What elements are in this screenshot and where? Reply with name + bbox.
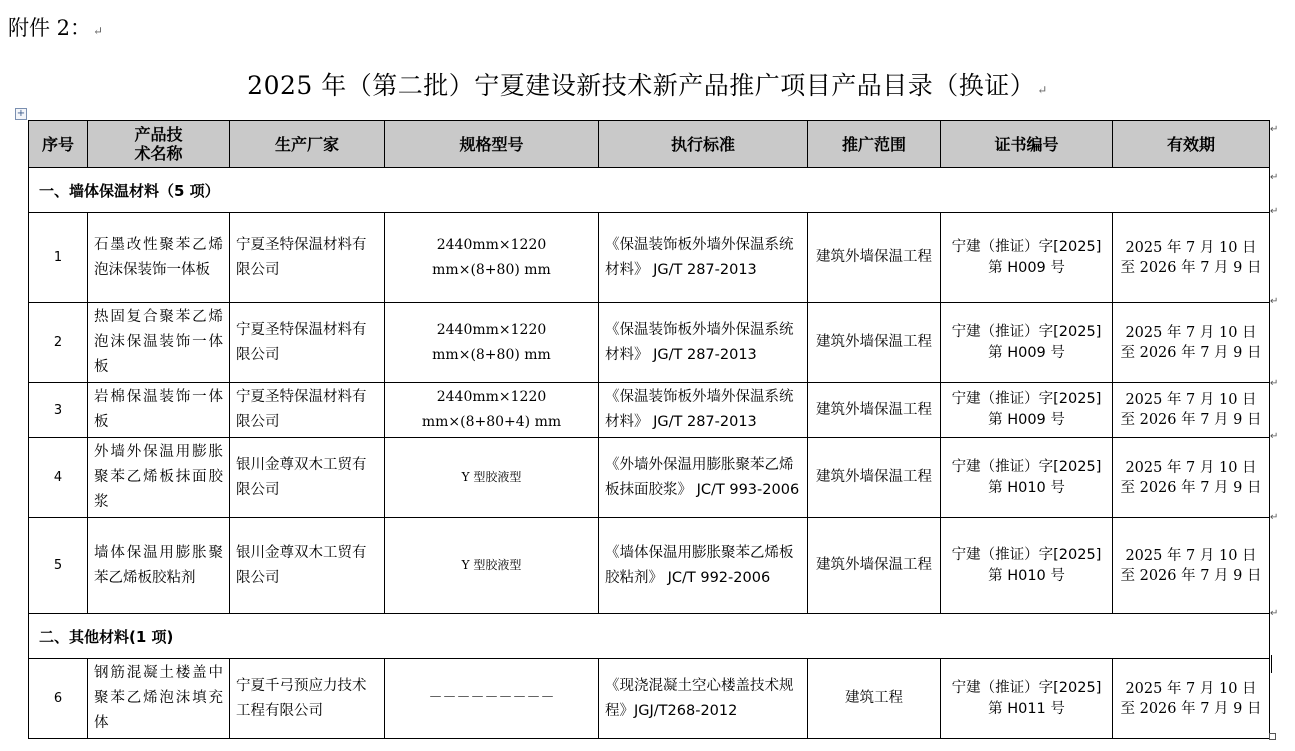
cell-standard: 《保温装饰板外墙外保温系统材料》 JG/T 287-2013 [599,303,808,383]
end-of-row-mark-icon: ↵ [1270,608,1279,619]
cell-seq: 4 [29,438,88,518]
header-spec: 规格型号 [385,121,599,168]
cell-spec: 2440mm×1220 mm×(8+80) mm [385,213,599,303]
end-of-row-mark-icon: ↵ [1270,378,1279,389]
header-seq: 序号 [29,121,88,168]
paragraph-mark-icon: ↵ [93,24,104,38]
cell-seq: 1 [29,213,88,303]
validity-line2: 至 2026 年 7 月 9 日 [1120,344,1262,361]
cell-spec: Y 型胶液型 [385,438,599,518]
cell-product-name: 墙体保温用膨胀聚苯乙烯板胶粘剂 [88,518,230,614]
cell-maker: 宁夏圣特保温材料有限公司 [230,213,385,303]
section-heading: 一、墙体保温材料（5 项） [29,168,1270,213]
cell-validity [1113,303,1270,383]
cert-line2: 第 H009 号 [988,344,1065,361]
cert-line1: 宁建（推证）字[2025] [951,546,1102,563]
validity-line1: 2025 年 7 月 10 日 [1125,239,1257,256]
product-catalog-table [28,120,1270,739]
header-cert: 证书编号 [941,121,1113,168]
validity-line1: 2025 年 7 月 10 日 [1125,324,1257,341]
cell-seq: 5 [29,518,88,614]
end-of-row-mark-icon: ↵ [1270,296,1279,307]
cell-scope: 建筑外墙保温工程 [808,438,941,518]
cell-validity [1113,518,1270,614]
cert-line2: 第 H009 号 [988,259,1065,276]
cell-seq: 3 [29,383,88,438]
cert-line1: 宁建（推证）字[2025] [951,238,1102,255]
attachment-label-text: 附件 2： [8,16,92,40]
validity-line2: 至 2026 年 7 月 9 日 [1120,259,1262,276]
cell-cert [941,438,1113,518]
validity-line2: 至 2026 年 7 月 9 日 [1120,567,1262,584]
header-product-name-line2: 术名称 [134,144,183,163]
validity-line1: 2025 年 7 月 10 日 [1125,680,1257,697]
section-heading-row [29,168,1270,213]
validity-line1: 2025 年 7 月 10 日 [1125,392,1257,408]
table-move-handle-icon[interactable]: + [16,108,26,119]
cert-line2: 第 H010 号 [988,567,1065,584]
cert-line1: 宁建（推证）字[2025] [951,391,1102,407]
table-row [29,303,1270,383]
cert-line2: 第 H009 号 [988,412,1065,428]
end-of-row-mark-icon: ↵ [1270,172,1279,183]
cert-line2: 第 H011 号 [988,700,1065,717]
header-validity: 有效期 [1113,121,1270,168]
cell-scope: 建筑工程 [808,659,941,739]
paragraph-mark-icon: ↵ [1037,83,1048,97]
table-row [29,213,1270,303]
table-row [29,438,1270,518]
cell-standard: 《保温装饰板外墙外保温系统材料》 JG/T 287-2013 [599,213,808,303]
cell-seq: 6 [29,659,88,739]
table-row [29,518,1270,614]
end-of-row-mark-icon: ↵ [1270,512,1279,523]
cell-cert [941,518,1113,614]
cell-scope: 建筑外墙保温工程 [808,213,941,303]
end-of-row-mark-icon: ↵ [1270,431,1279,442]
cell-cert [941,383,1113,438]
cell-spec: Y 型胶液型 [385,518,599,614]
cell-maker: 银川金尊双木工贸有限公司 [230,438,385,518]
cell-validity [1113,659,1270,739]
table-row [29,383,1270,438]
header-standard: 执行标准 [599,121,808,168]
cell-scope: 建筑外墙保温工程 [808,383,941,438]
cell-standard: 《墙体保温用膨胀聚苯乙烯板胶粘剂》 JC/T 992-2006 [599,518,808,614]
cell-maker: 宁夏圣特保温材料有限公司 [230,303,385,383]
header-scope: 推广范围 [808,121,941,168]
section-heading-row [29,614,1270,659]
cert-line1: 宁建（推证）字[2025] [951,323,1102,340]
cell-product-name: 岩棉保温装饰一体板 [88,383,230,438]
cell-cert [941,659,1113,739]
validity-line2: 至 2026 年 7 月 9 日 [1120,700,1262,717]
text-cursor [1271,655,1272,673]
cell-validity [1113,438,1270,518]
cell-spec: 2440mm×1220 mm×(8+80+4) mm [385,383,599,438]
header-product-name-line1: 产品技 [134,125,183,144]
cell-product-name: 钢筋混凝土楼盖中聚苯乙烯泡沫填充体 [88,659,230,739]
cert-line2: 第 H010 号 [988,479,1065,496]
section-heading: 二、其他材料(1 项) [29,614,1270,659]
header-product-name [88,121,230,168]
validity-line2: 至 2026 年 7 月 9 日 [1120,412,1262,428]
cell-standard: 《保温装饰板外墙外保温系统材料》 JG/T 287-2013 [599,383,808,438]
validity-line1: 2025 年 7 月 10 日 [1125,459,1257,476]
cert-line1: 宁建（推证）字[2025] [951,458,1102,475]
cert-line1: 宁建（推证）字[2025] [951,679,1102,696]
attachment-label [8,12,103,42]
validity-line2: 至 2026 年 7 月 9 日 [1120,479,1262,496]
cell-standard: 《现浇混凝土空心楼盖技术规程》JGJ/T268-2012 [599,659,808,739]
cell-scope: 建筑外墙保温工程 [808,518,941,614]
document-title-text: 2025 年（第二批）宁夏建设新技术新产品推广项目产品目录（换证） [247,71,1036,100]
cell-maker: 宁夏千弓预应力技术工程有限公司 [230,659,385,739]
cell-maker: 银川金尊双木工贸有限公司 [230,518,385,614]
cell-product-name: 外墙外保温用膨胀聚苯乙烯板抹面胶浆 [88,438,230,518]
cell-validity [1113,213,1270,303]
cell-seq: 2 [29,303,88,383]
end-of-row-mark-icon: ↵ [1270,206,1279,217]
table-resize-handle-icon[interactable] [1269,733,1276,740]
cell-cert [941,213,1113,303]
cell-spec: 2440mm×1220 mm×(8+80) mm [385,303,599,383]
cell-cert [941,303,1113,383]
table-header-row [29,121,1270,168]
cell-maker: 宁夏圣特保温材料有限公司 [230,383,385,438]
end-of-row-mark-icon: ↵ [1270,124,1279,135]
cell-scope: 建筑外墙保温工程 [808,303,941,383]
validity-line1: 2025 年 7 月 10 日 [1125,547,1257,564]
header-maker: 生产厂家 [230,121,385,168]
table-row [29,659,1270,739]
document-title [0,66,1295,102]
cell-validity [1113,383,1270,438]
cell-product-name: 热固复合聚苯乙烯泡沫保温装饰一体板 [88,303,230,383]
cell-standard: 《外墙外保温用膨胀聚苯乙烯板抹面胶浆》 JC/T 993-2006 [599,438,808,518]
cell-spec: －－－－－－－－－ [385,659,599,739]
cell-product-name: 石墨改性聚苯乙烯泡沫保装饰一体板 [88,213,230,303]
